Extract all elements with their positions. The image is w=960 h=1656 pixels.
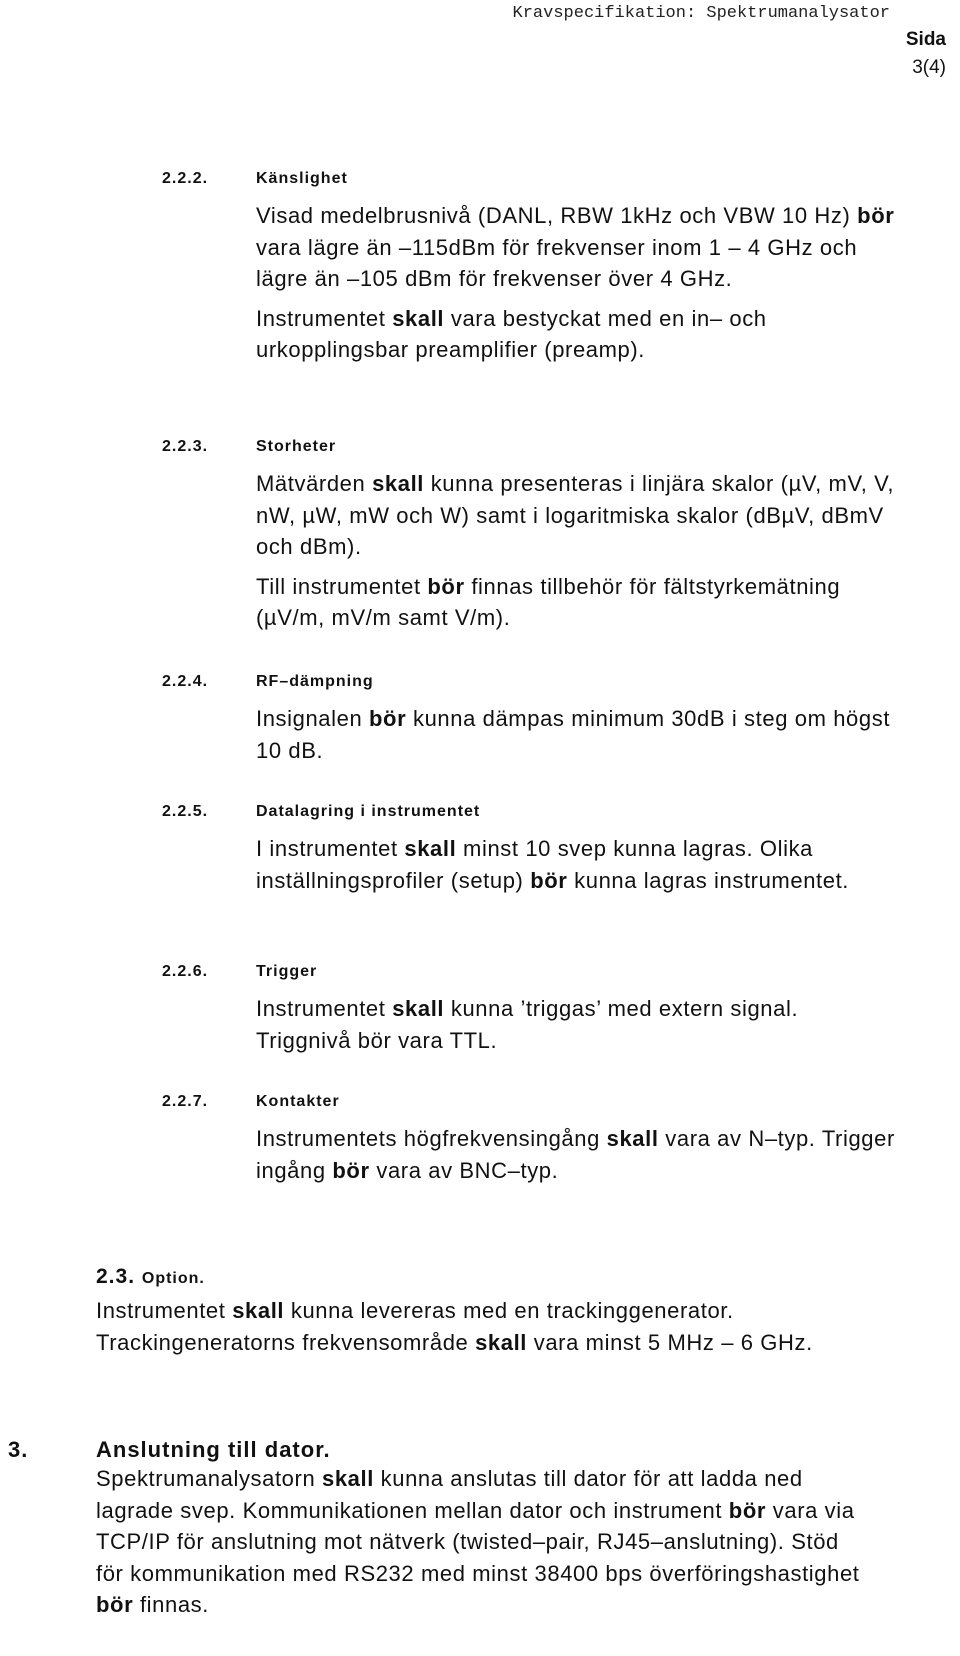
section-number: 2.2.2. (162, 170, 209, 187)
text-run: minst 10 svep kunna lagras. Olika inställningsprofiler (setup) (256, 836, 814, 893)
section-body (256, 468, 896, 634)
requirement-keyword: skall (392, 996, 445, 1021)
text-run: vara via TCP/IP för anslutning mot nätverk (twisted–pair, RJ45–anslutning). Stöd för kommunikation med RS232 med minst 38400 bps överföringshastighet (96, 1497, 860, 1586)
text-run: kunna dämpas minimum 30dB i steg om högst 10 dB. (256, 706, 891, 763)
text-run: kunna presenteras i linjära skalor (µV, mV, V, nW, µW, mW och W) samt i logaritmiska skalor (dBµV, dBmV och dBm). (256, 471, 895, 559)
text-run: finnas tillbehör för fältstyrkemätning (µV/m, mV/m samt V/m). (256, 573, 841, 630)
text-run: kunna levereras med en trackinggenerator. Trackingeneratorns frekvensområde (96, 1298, 734, 1355)
section-title: Trigger (256, 963, 318, 980)
section-number: 2.2.6. (162, 963, 209, 980)
text-run: vara bestyckat med en in– och urkopplingsbar preamplifier (preamp). (256, 305, 767, 362)
requirement-keyword: skall (404, 836, 457, 861)
option-title: Option. (141, 1270, 205, 1287)
text-run: kunna lagras instrumentet. (567, 867, 850, 893)
section-paragraph (256, 571, 896, 634)
option-number: 2.3. (96, 1265, 136, 1288)
section-paragraph (256, 468, 896, 563)
text-run: vara av N–typ. Trigger ingång (256, 1126, 895, 1183)
section-title: Datalagring i instrumentet (256, 803, 481, 820)
section-body (256, 1123, 896, 1186)
option-text (96, 1295, 866, 1358)
text-run: Instrumentet (96, 1298, 233, 1323)
requirement-keyword: skall (475, 1329, 528, 1355)
chapter-number: 3. (8, 1437, 29, 1462)
section-body (256, 200, 896, 366)
text-run: vara av BNC–typ. (369, 1157, 559, 1183)
requirement-keyword: bör (857, 203, 895, 228)
requirement-keyword: bör (728, 1497, 767, 1523)
text-run: kunna anslutas till dator för att ladda ned lagrade svep. Kommunikationen mellan dator och instrument (96, 1466, 803, 1523)
text-run: Spektrumanalysatorn (96, 1466, 322, 1491)
text-run: Instrumentets högfrekvensingång (256, 1126, 607, 1151)
text-run: Insignalen (256, 706, 370, 731)
text-run: Till instrumentet (256, 573, 428, 599)
section-number: 2.2.7. (162, 1093, 209, 1110)
chapter-text (96, 1463, 868, 1621)
option-section (96, 1265, 866, 1358)
section-title: Kontakter (256, 1093, 340, 1110)
text-run: I instrumentet (256, 836, 405, 861)
document-header-title: Kravspecifikation: Spektrumanalysator (512, 4, 890, 23)
section-number: 2.2.3. (162, 438, 209, 455)
section-number: 2.2.4. (162, 673, 209, 690)
text-run: Visad medelbrusnivå (DANL, RBW 1kHz och VBW 10 Hz) (256, 203, 858, 228)
section-title: Storheter (256, 438, 337, 455)
section-body (256, 703, 896, 766)
requirement-keyword: bör (427, 573, 465, 599)
section-title: Känslighet (256, 170, 348, 187)
text-run: kunna ’triggas’ med extern signal. Triggnivå bör vara TTL. (256, 996, 799, 1053)
requirement-keyword: skall (322, 1466, 374, 1491)
option-heading (96, 1265, 866, 1289)
section-body (256, 833, 896, 896)
requirement-keyword: skall (232, 1298, 285, 1323)
chapter-title: Anslutning till dator. (96, 1437, 331, 1462)
text-run: Instrumentet (256, 996, 393, 1021)
requirement-keyword: skall (392, 305, 445, 331)
text-run: Instrumentet (256, 305, 393, 331)
chapter-anslutning (8, 1437, 868, 1621)
requirement-keyword: skall (606, 1126, 659, 1151)
section-paragraph (256, 703, 896, 766)
requirement-keyword: skall (372, 471, 424, 496)
section-paragraph (256, 993, 896, 1056)
requirement-keyword: bör (530, 867, 568, 893)
section-paragraph (256, 303, 896, 366)
section-paragraph (256, 200, 896, 295)
text-run: vara lägre än –115dBm för frekvenser inom 1 – 4 GHz och lägre än –105 dBm för frekvenser över 4 GHz. (256, 234, 858, 291)
page-label: Sida (905, 29, 946, 50)
text-run: Mätvärden (256, 471, 373, 496)
chapter-heading (8, 1437, 868, 1463)
section-title: RF–dämpning (256, 673, 374, 690)
requirement-keyword: bör (369, 706, 407, 731)
section-paragraph (256, 1123, 896, 1186)
text-run: vara minst 5 MHz – 6 GHz. (527, 1329, 813, 1355)
section-body (256, 993, 896, 1056)
section-number: 2.2.5. (162, 803, 209, 820)
page-number: 3(4) (912, 57, 946, 78)
text-run: finnas. (133, 1592, 209, 1617)
page-indicator (906, 26, 946, 82)
section-paragraph (256, 833, 896, 896)
requirement-keyword: bör (96, 1592, 134, 1617)
requirement-keyword: bör (332, 1157, 370, 1183)
